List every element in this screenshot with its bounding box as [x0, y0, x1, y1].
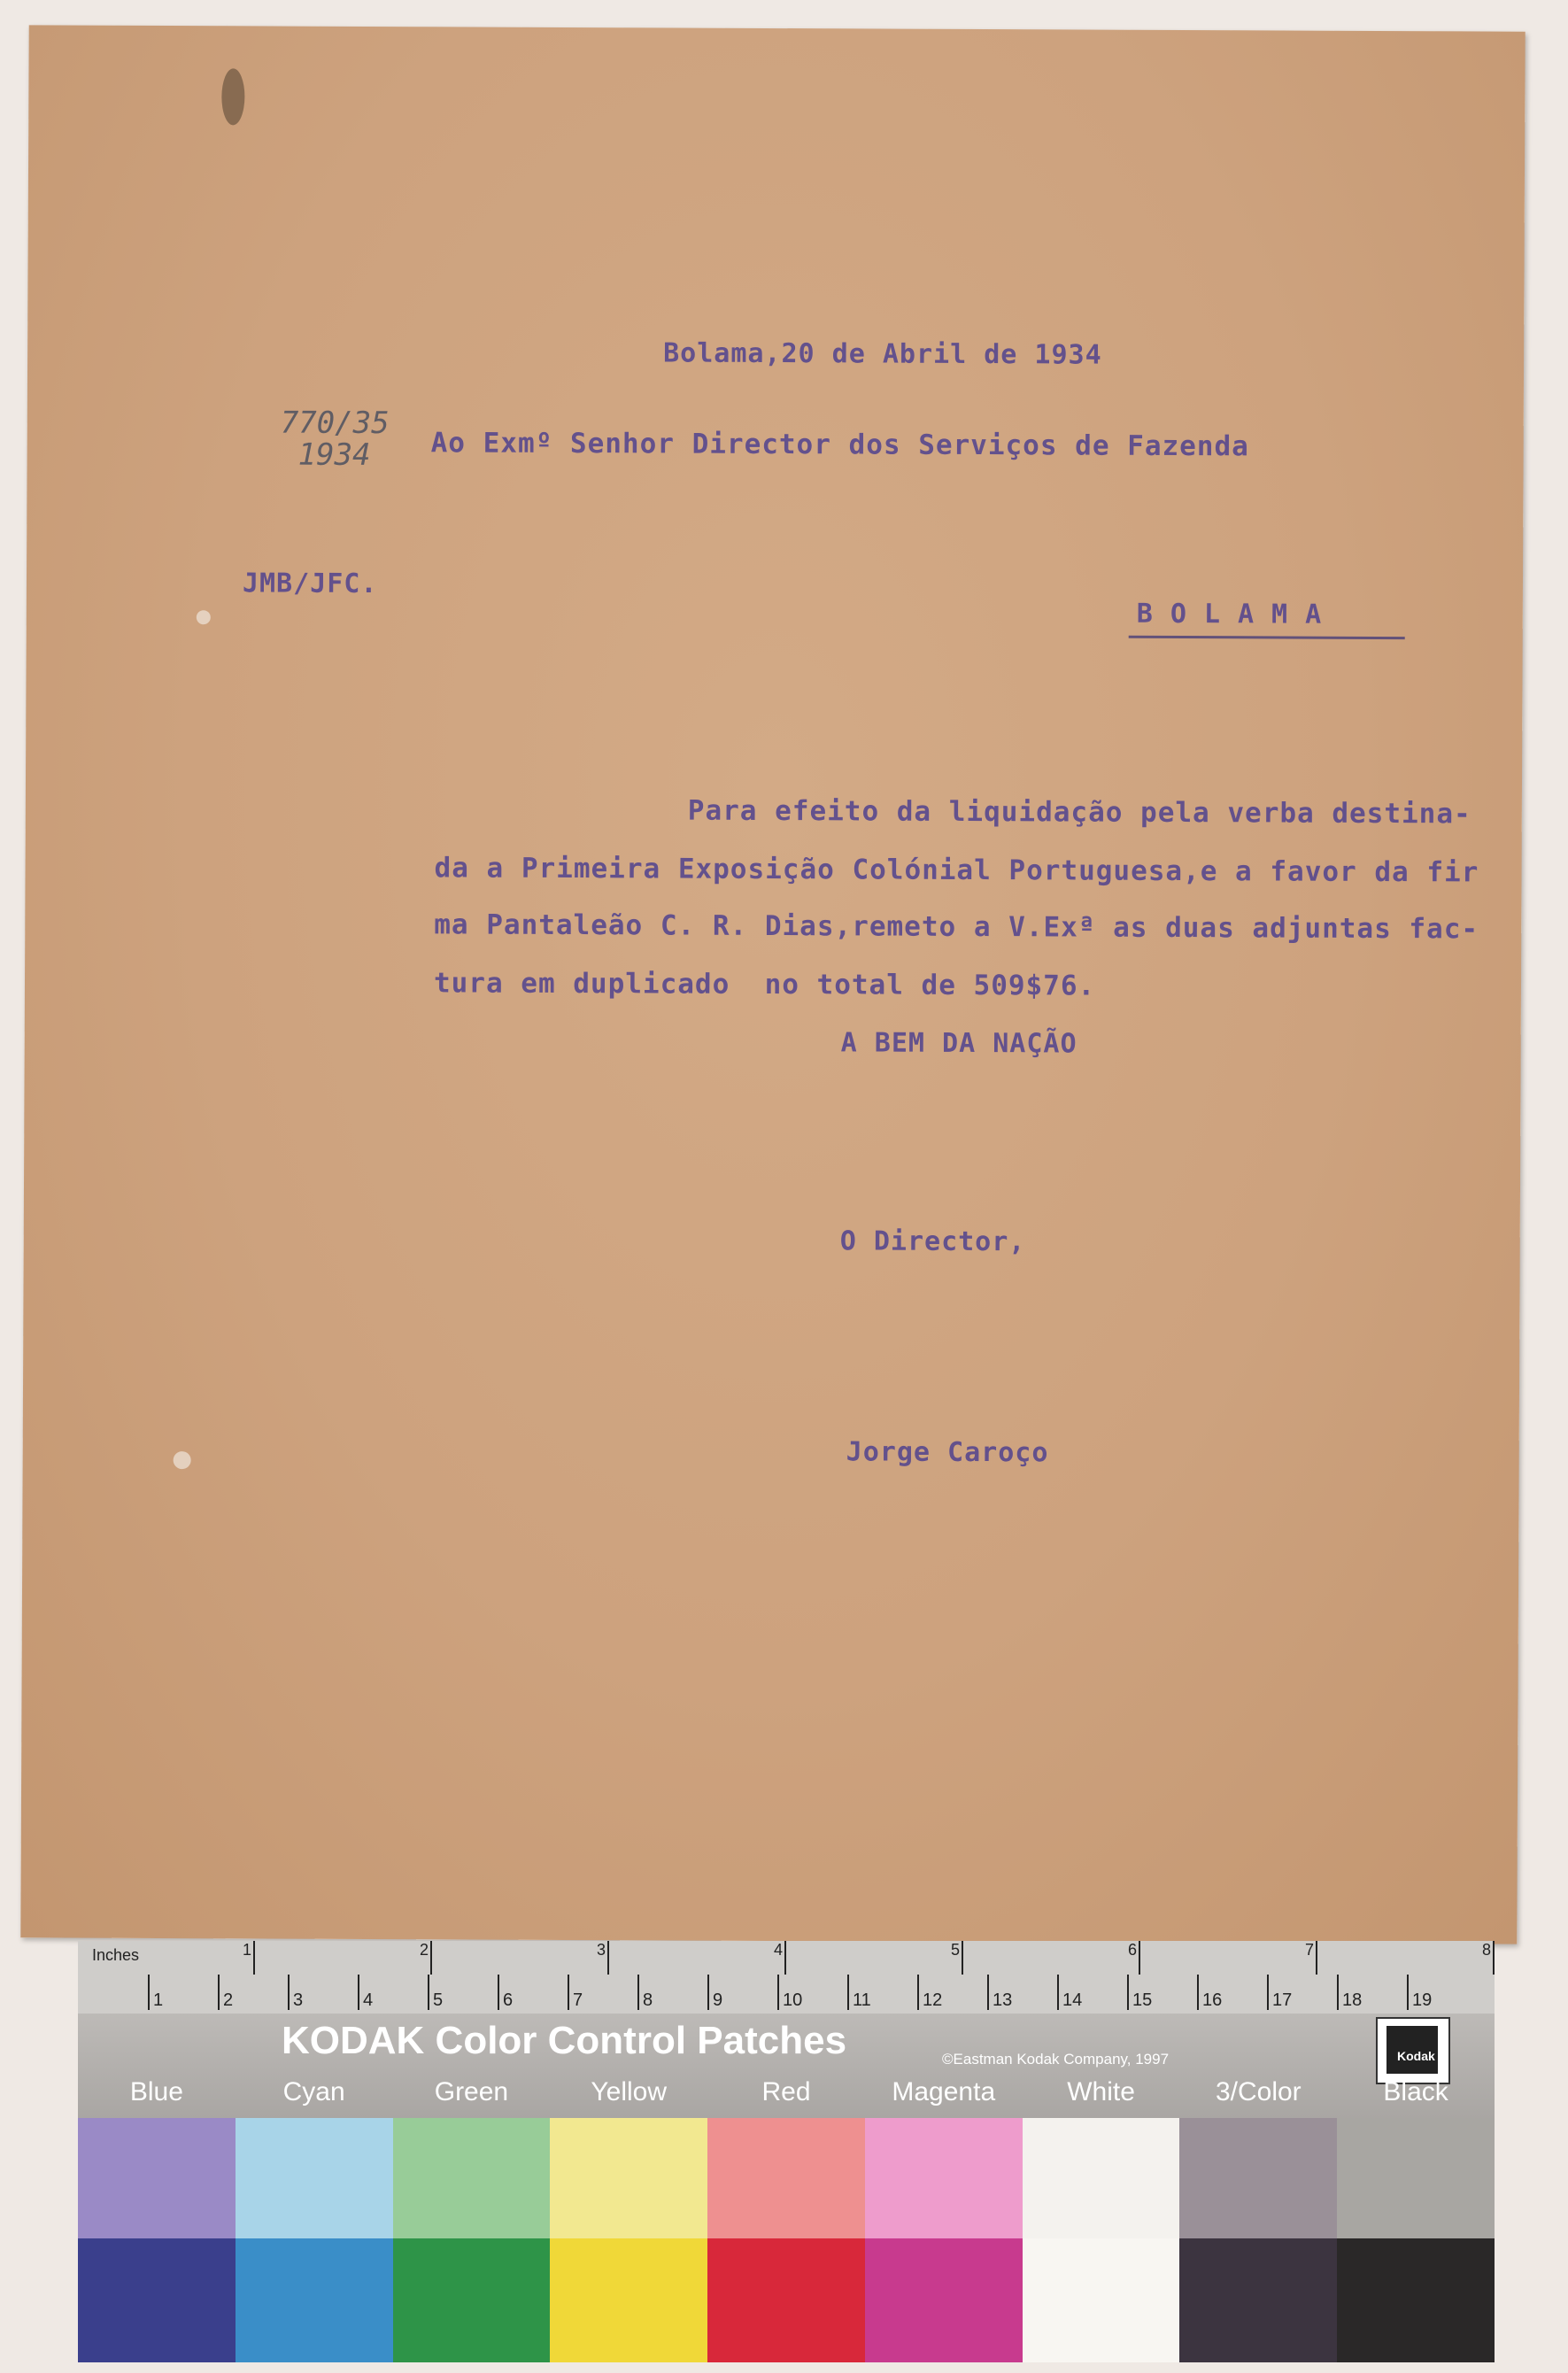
body-line: tura em duplicado no total de 509$76.: [433, 967, 1096, 1002]
cm-number: 6: [503, 1990, 514, 2010]
patch-dark: [550, 2238, 707, 2362]
body-line: ma Pantaleão C. R. Dias,remeto a V.Exª as duas adjuntas fac-: [434, 908, 1479, 946]
patch-light: [550, 2118, 707, 2238]
kodak-copyright: ©Eastman Kodak Company, 1997: [942, 2051, 1170, 2068]
inch-number: 3: [597, 1941, 606, 1959]
cm-number: 4: [363, 1990, 374, 2010]
cm-tick: [568, 1975, 569, 2010]
patch-light: [1023, 2118, 1180, 2238]
patch-dark: [1023, 2238, 1180, 2362]
inches-label: Inches: [92, 1946, 140, 1964]
inch-tick: [607, 1941, 609, 1975]
kodak-logo-mark: [1386, 2026, 1438, 2074]
patch-label: Blue: [129, 2077, 183, 2106]
inch-number: 2: [420, 1941, 429, 1959]
patch-dark: [865, 2238, 1023, 2362]
patch-light: [707, 2118, 865, 2238]
cm-tick: [1337, 1975, 1339, 2010]
inch-tick: [1139, 1941, 1140, 1975]
cm-tick: [707, 1975, 709, 2010]
patch-light: [865, 2118, 1023, 2238]
inch-tick: [784, 1941, 786, 1975]
patch-light: [1179, 2118, 1337, 2238]
patch-label: Magenta: [892, 2077, 996, 2106]
color-patch: [550, 2118, 707, 2362]
cm-tick: [847, 1975, 849, 2010]
color-patch: [1337, 2118, 1495, 2362]
addressee: Ao Exmº Senhor Director dos Serviços de Fazenda: [430, 427, 1249, 463]
cm-tick: [218, 1975, 220, 2010]
cm-number: 13: [993, 1990, 1013, 2010]
cm-number: 2: [223, 1990, 234, 2010]
patch-label: Green: [434, 2077, 509, 2106]
patch-light: [393, 2118, 551, 2238]
inch-number: 6: [1128, 1941, 1138, 1959]
patch-dark: [1179, 2238, 1337, 2362]
inch-number: 1: [243, 1941, 252, 1959]
patch-labels: [78, 2077, 1495, 2116]
patch-label: 3/Color: [1215, 2077, 1302, 2106]
cm-tick: [777, 1975, 779, 2010]
cm-tick: [498, 1975, 499, 2010]
letter-page: [20, 25, 1525, 1944]
patch-light: [1337, 2118, 1495, 2238]
cm-number: 8: [643, 1990, 653, 2010]
patch-dark: [707, 2238, 865, 2362]
inch-tick: [1493, 1941, 1495, 1975]
body-line: da a Primeira Exposição Colónial Portuguesa,e a favor da fir: [434, 852, 1479, 889]
inch-tick: [962, 1941, 963, 1975]
patch-dark: [236, 2238, 393, 2362]
cm-tick: [358, 1975, 359, 2010]
patch-dark: [393, 2238, 551, 2362]
color-patch: [1023, 2118, 1180, 2362]
cm-number: 7: [573, 1990, 583, 2010]
cm-tick: [288, 1975, 290, 2010]
cm-tick: [1197, 1975, 1199, 2010]
cm-tick: [148, 1975, 150, 2010]
file-ref-year: 1934: [297, 437, 371, 474]
color-patch: [393, 2118, 551, 2362]
patch-dark: [78, 2238, 236, 2362]
cm-tick: [637, 1975, 639, 2010]
closing: A BEM DA NAÇÃO: [840, 1027, 1078, 1060]
cm-tick: [1127, 1975, 1129, 2010]
inch-tick: [253, 1941, 255, 1975]
cm-tick: [917, 1975, 919, 2010]
cm-tick: [987, 1975, 989, 2010]
cm-number: 15: [1132, 1990, 1153, 2010]
cm-number: 1: [153, 1990, 164, 2010]
cm-number: 11: [853, 1990, 871, 2010]
cm-number: 17: [1272, 1990, 1293, 2010]
inch-number: 7: [1305, 1941, 1315, 1959]
cm-number: 10: [783, 1990, 803, 2010]
destination-underline: [1129, 636, 1405, 639]
patch-label: Yellow: [591, 2077, 668, 2106]
color-patch: [1179, 2118, 1337, 2362]
cm-number: 19: [1412, 1990, 1433, 2010]
inch-tick: [430, 1941, 432, 1975]
cm-number: 12: [923, 1990, 943, 2010]
cm-number: 3: [293, 1990, 304, 2010]
paper-hole: [197, 610, 211, 624]
cm-number: 16: [1202, 1990, 1223, 2010]
cm-number: 18: [1342, 1990, 1363, 2010]
inch-number: 8: [1482, 1941, 1492, 1959]
inch-tick: [1316, 1941, 1317, 1975]
initials: JMB/JFC.: [242, 568, 378, 600]
ink-stain: [221, 68, 244, 125]
inch-ruler: [78, 1941, 1495, 1976]
cm-number: 9: [713, 1990, 723, 2010]
kodak-logo-icon: [1376, 2017, 1450, 2084]
cm-tick: [1407, 1975, 1409, 2010]
patch-label: White: [1067, 2077, 1135, 2106]
cm-tick: [428, 1975, 429, 2010]
file-ref-number: 770/35: [280, 405, 390, 442]
cm-tick: [1057, 1975, 1059, 2010]
color-patches: [78, 2118, 1495, 2362]
color-patch: [865, 2118, 1023, 2362]
cm-number: 5: [433, 1990, 444, 2010]
paper-hole: [174, 1451, 191, 1469]
patch-light: [78, 2118, 236, 2238]
patch-label: Red: [761, 2077, 811, 2106]
destination-city: BOLAMA: [1136, 598, 1340, 630]
color-patch: [707, 2118, 865, 2362]
body-line: Para efeito da liquidação pela verba destina-: [687, 794, 1471, 831]
color-patch: [78, 2118, 236, 2362]
color-patch: [236, 2118, 393, 2362]
kodak-color-target: [78, 1941, 1495, 2362]
kodak-logo-text: Kodak: [1397, 2049, 1435, 2063]
inch-number: 5: [951, 1941, 961, 1959]
patch-light: [236, 2118, 393, 2238]
patch-dark: [1337, 2238, 1495, 2362]
cm-number: 14: [1062, 1990, 1083, 2010]
signatory: Jorge Caroço: [846, 1436, 1049, 1469]
inch-number: 4: [774, 1941, 784, 1959]
cm-tick: [1267, 1975, 1269, 2010]
place-date: Bolama,20 de Abril de 1934: [663, 337, 1102, 371]
signature-title: O Director,: [839, 1225, 1026, 1258]
patch-label: Black: [1383, 2077, 1448, 2106]
kodak-title: KODAK Color Control Patches: [282, 2019, 847, 2062]
patch-label: Cyan: [282, 2077, 345, 2106]
